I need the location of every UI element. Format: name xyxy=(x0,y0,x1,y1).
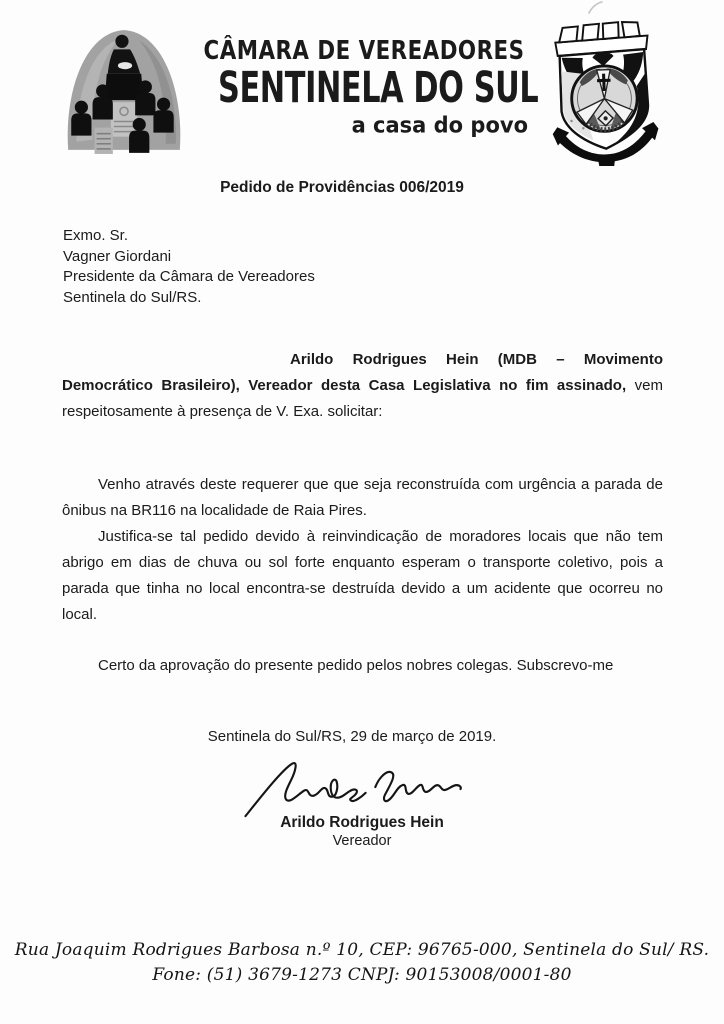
signature-icon xyxy=(238,758,468,820)
request-paragraph: Venho através deste requerer que que seja reconstruída com urgência a parada de ônibus na BR116 na localidade de Raia Pires. xyxy=(62,476,663,519)
municipal-crest-icon xyxy=(542,14,666,166)
signature-block xyxy=(0,758,724,849)
intro-rest-text: vem respeitosamente à presença de V. Exa. solicitar: xyxy=(62,377,663,420)
letter-body xyxy=(62,347,663,679)
document-title: Pedido de Providências 006/2019 xyxy=(220,179,464,196)
signatory-name: Arildo Rodrigues Hein xyxy=(280,814,444,831)
footer xyxy=(0,938,724,988)
closing-line: Certo da aprovação do presente pedido pelos nobres colegas. Subscrevo-me xyxy=(98,657,614,674)
assembly-logo-icon xyxy=(62,20,186,158)
recipient-line: Exmo. Sr. xyxy=(63,227,129,244)
footer-address-line: Rua Joaquim Rodrigues Barbosa n.º 10, CEP: 96765-000, Sentinela do Sul/ RS. xyxy=(14,940,710,960)
org-name-line2: SENTINELA DO SUL xyxy=(218,62,539,113)
letterhead xyxy=(62,14,666,166)
recipient-block xyxy=(63,226,315,308)
dateline: Sentinela do Sul/RS, 29 de março de 2019. xyxy=(207,728,497,745)
signatory-role: Vereador xyxy=(332,833,392,849)
pen-mark-icon xyxy=(586,1,608,15)
recipient-line: Presidente da Câmara de Vereadores xyxy=(63,268,315,285)
intro-paragraph xyxy=(62,347,663,425)
org-name-line1: CÂMARA DE VEREADORES xyxy=(203,36,525,66)
justification-paragraph: Justifica-se tal pedido devido à reinvindicação de moradores locais que não tem abrigo em dias de chuva ou sol forte enquanto esperam o transporte coletivo, pois a parada que tinha no local encontra-se destruída devido a um acidente que ocorreu no local. xyxy=(62,528,663,623)
org-name-block xyxy=(186,14,542,137)
recipient-line: Vagner Giordani xyxy=(63,247,172,265)
recipient-line: Sentinela do Sul/RS. xyxy=(63,288,202,306)
org-tagline: a casa do povo xyxy=(351,112,528,138)
intro-bold-text: Arildo Rodrigues Hein (MDB – Movimento Democrático Brasileiro), Vereador desta Casa Legislativa no fim assinado, xyxy=(62,351,663,394)
footer-phone-line: Fone: (51) 3679-1273 CNPJ: 90153008/0001-80 xyxy=(152,965,572,985)
